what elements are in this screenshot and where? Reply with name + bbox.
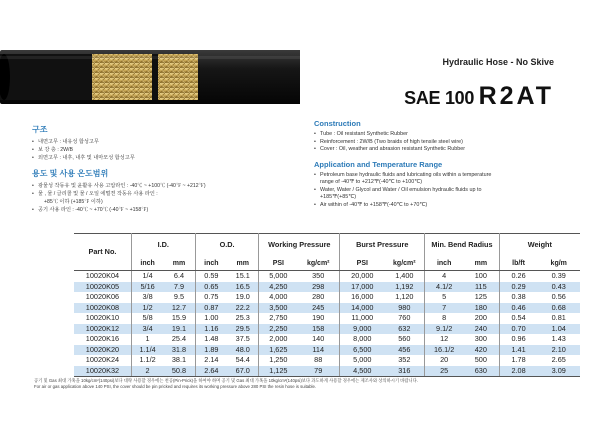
- unit-cell: mm: [463, 256, 499, 271]
- table-cell: 560: [398, 334, 411, 343]
- unit-cell: kg/cm²: [384, 256, 424, 271]
- unit-cell: kg/m: [537, 256, 580, 271]
- table-row: [74, 292, 580, 303]
- list-item: • 광물성 작동유 및 윤활유 사용 고압라인 : -40℃ ~ +100℃ (-40℉ ~ +212℉): [32, 182, 292, 190]
- table-cell: 9,000: [340, 324, 385, 335]
- table-row: [74, 355, 580, 366]
- table-cell: 316: [384, 366, 424, 377]
- table-header-row: [74, 234, 580, 257]
- unit-cell: lb/ft: [499, 256, 537, 271]
- table-cell: 2,250: [259, 324, 297, 335]
- table-cell: 1.48: [195, 334, 227, 345]
- table-cell: 0.46: [499, 303, 537, 314]
- part-number-cell: 10020K10: [85, 313, 120, 322]
- part-number-cell: 10020K24: [85, 355, 120, 364]
- table-row: [74, 345, 580, 356]
- footnote-korean: 공기 및 Gas 최대 가혹을 10kg/cm²(140psi)보다 대략 사용할 경우에는 천공(Pin-Prick)을 하여야 하며 공기 및 Gas 최대 가혹을 10kg/cm²(140psi)보다 과도하게 사용할 경우에는 제조사와 상의하시기 바랍니다.: [34, 378, 419, 383]
- korean-construction-heading: 구조: [32, 125, 48, 134]
- table-cell: 3.09: [537, 366, 580, 377]
- table-cell: 300: [474, 334, 487, 343]
- table-cell: 20,000: [340, 271, 385, 282]
- table-cell: 1.04: [537, 324, 580, 335]
- table-cell: 16.5: [227, 282, 259, 293]
- table-cell: 3/4: [131, 324, 163, 335]
- unit-cell: PSI: [340, 256, 385, 271]
- table-cell: 1: [131, 334, 163, 345]
- table-cell: 15.9: [171, 313, 187, 322]
- table-cell: 0.38: [499, 292, 537, 303]
- part-number-cell: 10020K06: [85, 292, 120, 301]
- list-item: • Cover : Oil, weather and abrasion resistant Synthetic Rubber: [314, 146, 574, 154]
- table-cell: 1.16: [195, 324, 227, 335]
- table-cell: 2.64: [195, 366, 227, 377]
- table-cell: 0.75: [195, 292, 227, 303]
- list-item-continuation: [32, 198, 292, 206]
- table-cell: 1,250: [259, 355, 297, 366]
- table-cell: 7: [425, 303, 463, 314]
- list-item-line: range of -40℉ to +212℉(-40℃ to +100℃): [320, 179, 423, 185]
- table-cell: 5,000: [259, 271, 297, 282]
- table-cell: 1,625: [259, 345, 297, 356]
- table-cell: 100: [474, 271, 487, 280]
- table-cell: 8,000: [340, 334, 385, 345]
- table-cell: 67.0: [227, 366, 259, 377]
- header-od: O.D.: [195, 234, 259, 257]
- table-cell: 298: [297, 282, 340, 293]
- table-cell: 1.78: [499, 355, 537, 366]
- table-cell: 1.1/2: [131, 355, 163, 366]
- part-number-cell: 10020K12: [74, 324, 131, 335]
- product-subtitle: Hydraulic Hose - No Skive: [442, 57, 554, 67]
- unit-cell: kg/cm²: [297, 256, 340, 271]
- table-cell: 0.43: [537, 282, 580, 293]
- table-cell: 0.54: [499, 313, 537, 324]
- unit-cell: mm: [227, 256, 259, 271]
- table-cell: 4.1/2: [425, 282, 463, 293]
- table-cell: 1.1/4: [131, 345, 163, 356]
- table-cell: 0.87: [195, 303, 227, 314]
- table-cell: 245: [297, 303, 340, 314]
- unit-cell: mm: [163, 256, 195, 271]
- list-item: • Tube : Oil resistant Synthetic Rubber: [314, 131, 574, 139]
- table-cell: 4: [425, 271, 463, 282]
- model-code: R2AT: [478, 82, 554, 110]
- table-row: [74, 334, 580, 345]
- list-item-line: +185℉(+85℃): [320, 194, 357, 200]
- table-cell: 8: [425, 313, 463, 324]
- unit-cell: inch: [131, 256, 163, 271]
- table-cell: 352: [398, 355, 411, 364]
- table-row: [74, 282, 580, 293]
- table-row: [74, 313, 580, 324]
- table-cell: 16.1/2: [425, 345, 463, 356]
- table-cell: 19.0: [235, 292, 250, 301]
- table-cell: 0.56: [551, 292, 566, 301]
- table-cell: 240: [463, 324, 499, 335]
- spec-table: [74, 233, 580, 377]
- table-cell: 4,500: [340, 366, 385, 377]
- table-cell: 31.8: [163, 345, 195, 356]
- korean-spec-column: [32, 124, 292, 220]
- table-cell: 11,000: [340, 313, 385, 324]
- table-cell: 760: [398, 313, 411, 322]
- header-working-pressure: Working Pressure: [259, 234, 340, 257]
- table-cell: 2,750: [259, 313, 297, 324]
- table-cell: 2.14: [195, 355, 227, 366]
- model-prefix: SAE 100: [404, 88, 475, 108]
- table-cell: 0.65: [195, 282, 227, 293]
- table-cell: 37.5: [235, 334, 250, 343]
- application-heading: Application and Temperature Range: [314, 159, 443, 169]
- part-number-cell: 10020K32: [74, 366, 131, 377]
- table-cell: 630: [463, 366, 499, 377]
- header-weight: Weight: [499, 234, 580, 257]
- table-cell: 2: [131, 366, 163, 377]
- table-cell: 0.70: [499, 324, 537, 335]
- list-item: • 물 , 물 / 글리콜 및 물 / 오일 에멀젼 작동유 사용 라인 :: [32, 190, 292, 198]
- footnote: [34, 378, 574, 390]
- part-number-cell: 10020K04: [85, 271, 120, 280]
- table-row: [74, 271, 580, 282]
- list-item: [314, 187, 574, 202]
- table-cell: 50.8: [163, 366, 195, 377]
- table-cell: 0.26: [499, 271, 537, 282]
- table-cell: 0.96: [499, 334, 537, 345]
- table-cell: 980: [384, 303, 424, 314]
- list-item: • Reinforcement : 2W/B (Two braids of high tensile steel wire): [314, 139, 574, 147]
- table-cell: 1.41: [499, 345, 537, 356]
- table-cell: 25.3: [235, 313, 250, 322]
- table-row: [74, 303, 580, 314]
- table-cell: 1,400: [395, 271, 414, 280]
- table-cell: 200: [474, 313, 487, 322]
- table-cell: 140: [312, 334, 325, 343]
- table-cell: 9.1/2: [425, 324, 463, 335]
- header-id: I.D.: [131, 234, 195, 257]
- list-item: • 내면고무 : 내유성 합성고무: [32, 138, 292, 146]
- table-cell: 1.89: [195, 345, 227, 356]
- unit-cell: PSI: [259, 256, 297, 271]
- table-cell: 2.65: [551, 355, 566, 364]
- construction-heading: Construction: [314, 119, 361, 128]
- table-cell: 20: [425, 355, 463, 366]
- table-unit-row: [74, 256, 580, 271]
- construction-list: [314, 131, 574, 154]
- table-cell: 7.9: [163, 282, 195, 293]
- table-cell: 0.68: [537, 303, 580, 314]
- table-cell: 19.1: [163, 324, 195, 335]
- list-item: [314, 202, 574, 210]
- table-cell: 1/2: [131, 303, 163, 314]
- table-cell: 2.10: [537, 345, 580, 356]
- part-number-cell: 10020K20: [74, 345, 131, 356]
- table-cell: 79: [297, 366, 340, 377]
- table-cell: 4,000: [259, 292, 297, 303]
- table-cell: 1/4: [131, 271, 163, 282]
- table-cell: 16,000: [340, 292, 385, 303]
- table-cell: 1,125: [259, 366, 297, 377]
- list-item: [314, 172, 574, 187]
- table-cell: 0.59: [195, 271, 227, 282]
- korean-usage-heading: 용도 및 사용 온도범위: [32, 169, 109, 178]
- table-cell: 1.00: [195, 313, 227, 324]
- header-part-no: Part No.: [74, 234, 131, 271]
- table-cell: 54.4: [235, 355, 250, 364]
- table-cell: 6.4: [173, 271, 185, 280]
- list-item: • 보 강 층 : 2W/B: [32, 146, 292, 154]
- list-item: • 외면고무 : 내후, 내후 및 내마모성 합성고무: [32, 154, 292, 162]
- korean-construction-list: [32, 138, 292, 162]
- list-item: • 공기 사용 라인 : -40℃ ~ +70℃ (-40℉ ~ +158℉): [32, 206, 292, 214]
- product-model: [404, 82, 554, 111]
- table-cell: 3,500: [259, 303, 297, 314]
- header-burst-pressure: Burst Pressure: [340, 234, 425, 257]
- table-cell: 0.81: [551, 313, 566, 322]
- table-cell: 22.2: [227, 303, 259, 314]
- table-cell: 48.0: [227, 345, 259, 356]
- list-item-line: Water, Water / Glycol and Water / Oil emulsion hydraulic fluids up to: [320, 186, 482, 193]
- table-cell: 88: [314, 355, 323, 364]
- english-spec-column: [314, 119, 574, 215]
- table-cell: 1.43: [551, 334, 566, 343]
- table-cell: 2,000: [259, 334, 297, 345]
- table-cell: 2.08: [499, 366, 537, 377]
- list-item-line: Petroleum base hydraulic fluids and lubricating oils within a temperature: [320, 171, 492, 178]
- hose-illustration: [0, 48, 300, 106]
- unit-cell: inch: [195, 256, 227, 271]
- table-cell: 158: [297, 324, 340, 335]
- table-cell: 25: [425, 366, 463, 377]
- part-number-cell: 10020K08: [74, 303, 131, 314]
- part-number-cell: 10020K16: [85, 334, 120, 343]
- part-number-cell: 10020K05: [74, 282, 131, 293]
- table-cell: 9.5: [173, 292, 185, 301]
- korean-usage-list: [32, 182, 292, 214]
- table-cell: 6,500: [340, 345, 385, 356]
- table-cell: 180: [463, 303, 499, 314]
- table-cell: 3/8: [131, 292, 163, 303]
- table-cell: 15.1: [235, 271, 250, 280]
- spec-table-body: [74, 271, 580, 377]
- table-cell: 4,250: [259, 282, 297, 293]
- table-cell: 125: [474, 292, 487, 301]
- table-cell: 0.29: [499, 282, 537, 293]
- header-bend-radius: Min. Bend Radius: [425, 234, 499, 257]
- table-cell: 420: [463, 345, 499, 356]
- table-cell: 632: [384, 324, 424, 335]
- table-cell: 5/16: [131, 282, 163, 293]
- table-cell: 5: [425, 292, 463, 303]
- table-cell: 12: [425, 334, 463, 345]
- unit-cell: inch: [425, 256, 463, 271]
- table-cell: 115: [463, 282, 499, 293]
- table-cell: 12.7: [163, 303, 195, 314]
- table-cell: 5,000: [340, 355, 385, 366]
- table-cell: 0.39: [551, 271, 566, 280]
- table-cell: 25.4: [171, 334, 187, 343]
- table-cell: 500: [474, 355, 487, 364]
- table-cell: 38.1: [171, 355, 187, 364]
- continuation-text: +85℃ 이하 (+185℉ 이하): [44, 199, 103, 205]
- list-item-line: Air within of -40℉ to +158℉(-40℃ to +70℃): [320, 201, 428, 208]
- table-cell: 114: [297, 345, 340, 356]
- table-row: [74, 324, 580, 335]
- application-list: [314, 172, 574, 210]
- table-cell: 190: [312, 313, 325, 322]
- table-cell: 456: [384, 345, 424, 356]
- table-row: [74, 366, 580, 377]
- table-cell: 1,192: [384, 282, 424, 293]
- table-cell: 1,120: [395, 292, 414, 301]
- table-cell: 14,000: [340, 303, 385, 314]
- table-cell: 17,000: [340, 282, 385, 293]
- footnote-english: For air or gas application above 140 PSI, the cover should be pin pricked and requires its working pressure above 280 PSI the resin hose is suitable.: [34, 384, 317, 389]
- table-cell: 280: [312, 292, 325, 301]
- table-cell: 5/8: [131, 313, 163, 324]
- table-cell: 350: [312, 271, 325, 280]
- table-cell: 29.5: [227, 324, 259, 335]
